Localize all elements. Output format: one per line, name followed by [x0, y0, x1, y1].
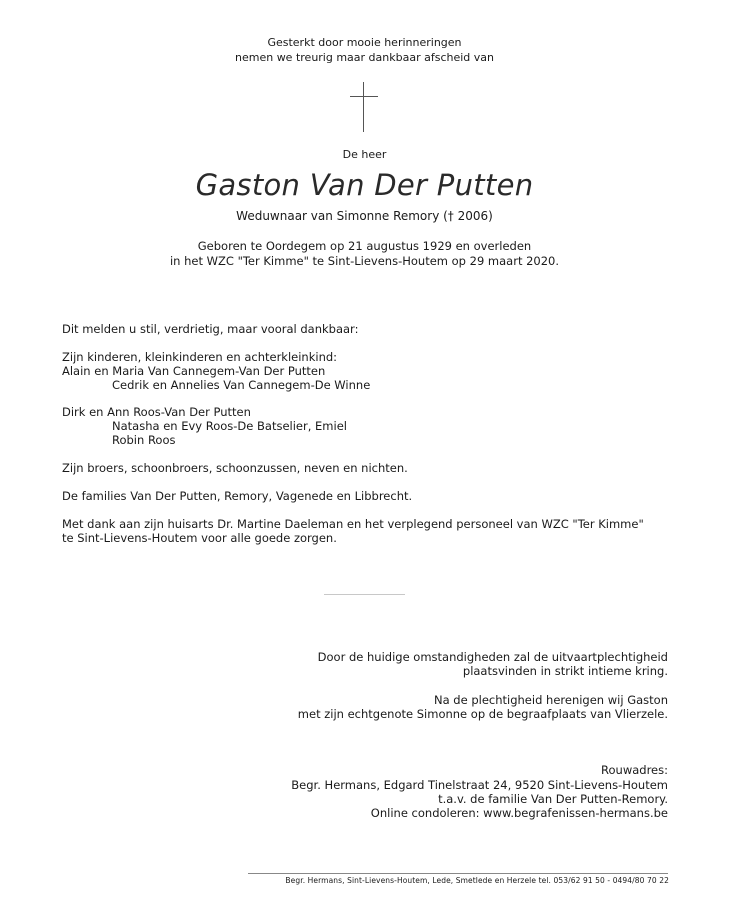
intro-line-1: Gesterkt door mooie herinneringen	[267, 36, 462, 49]
thanks-line-1: Met dank aan zijn huisarts Dr. Martine Daeleman en het verplegend personeel van WZC "Ter Kimme"	[62, 517, 644, 531]
children-heading: Zijn kinderen, kleinkinderen en achterkleinkind:	[62, 350, 338, 364]
address-line-1: Begr. Hermans, Edgard Tinelstraat 24, 9520 Sint-Lievens-Houtem	[291, 778, 668, 792]
section-divider	[324, 594, 405, 595]
family-group1-parent: Alain en Maria Van Cannegem-Van Der Putten	[62, 364, 326, 378]
intro-line-2: nemen we treurig maar dankbaar afscheid van	[235, 51, 494, 64]
family-group2-child-2: Robin Roos	[112, 433, 176, 447]
family-group2-parent: Dirk en Ann Roos-Van Der Putten	[62, 405, 251, 419]
address-line-3: Online condoleren: www.begrafenissen-hermans.be	[370, 806, 668, 820]
announcement: Dit melden u stil, verdrietig, maar vooral dankbaar:	[62, 322, 359, 336]
ceremony-line-3: Na de plechtigheid herenigen wij Gaston	[434, 693, 668, 707]
families-line: De families Van Der Putten, Remory, Vagenede en Libbrecht.	[62, 489, 413, 503]
ceremony-line-2: plaatsvinden in strikt intieme kring.	[462, 664, 668, 678]
siblings-line: Zijn broers, schoonbroers, schoonzussen, neven en nichten.	[62, 461, 408, 475]
deceased-name: Gaston Van Der Putten	[195, 168, 534, 202]
footer-rule	[248, 873, 668, 874]
thanks-line-2: te Sint-Lievens-Houtem voor alle goede zorgen.	[62, 531, 337, 545]
footer-text: Begr. Hermans, Sint-Lievens-Houtem, Lede, Smetlede en Herzele tel. 053/62 91 50 - 0494/80 70 22	[285, 876, 669, 885]
ceremony-line-1: Door de huidige omstandigheden zal de uitvaartplechtigheid	[317, 650, 668, 664]
address-line-2: t.a.v. de familie Van Der Putten-Remory.	[438, 792, 668, 806]
ceremony-line-4: met zijn echtgenote Simonne op de begraafplaats van Vlierzele.	[297, 707, 668, 721]
family-group1-child: Cedrik en Annelies Van Cannegem-De Winne	[112, 378, 371, 392]
salutation: De heer	[342, 148, 387, 161]
family-group2-child-1: Natasha en Evy Roos-De Batselier, Emiel	[112, 419, 347, 433]
birth-death-line-2: in het WZC "Ter Kimme" te Sint-Lievens-Houtem op 29 maart 2020.	[169, 254, 560, 268]
birth-death-line-1: Geboren te Oordegem op 21 augustus 1929 en overleden	[197, 239, 532, 253]
widower-line: Weduwnaar van Simonne Remory († 2006)	[236, 209, 493, 223]
address-heading: Rouwadres:	[601, 763, 668, 777]
